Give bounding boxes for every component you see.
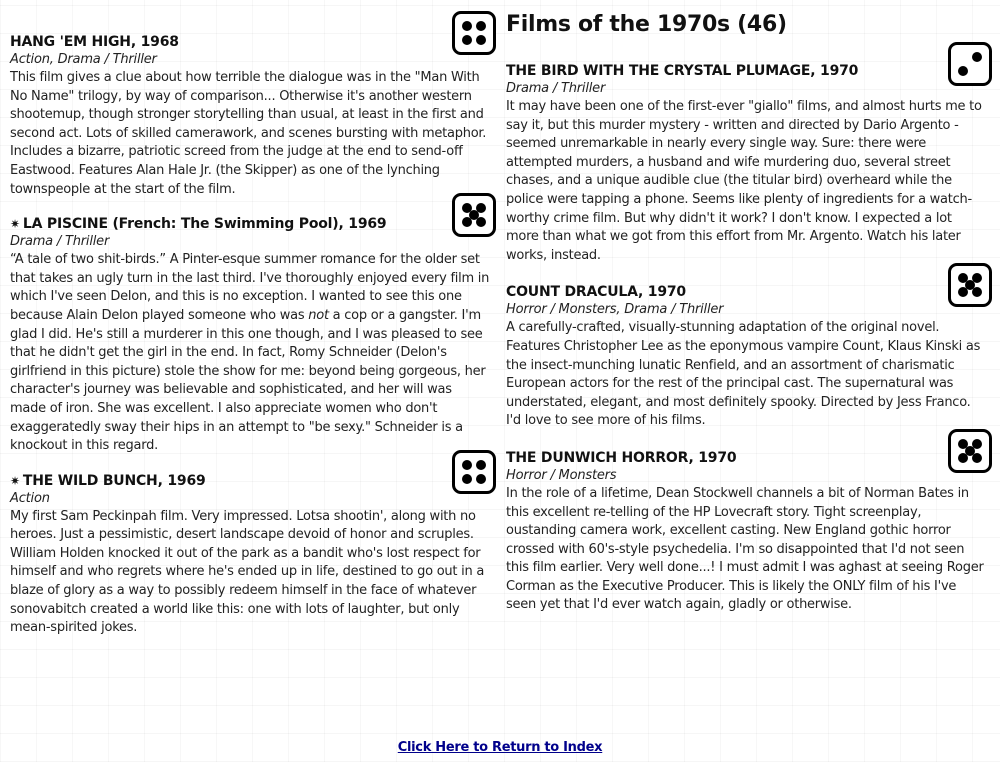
film-entry xyxy=(10,33,490,199)
review-emphasis: not xyxy=(308,307,329,323)
dice-pip xyxy=(972,287,982,297)
dice-pip xyxy=(476,35,486,45)
right-column xyxy=(506,0,986,615)
film-title: COUNT DRACULA, 1970 xyxy=(506,284,686,301)
dice-pip xyxy=(476,460,486,470)
dice-pip xyxy=(972,52,982,62)
left-column xyxy=(10,0,490,638)
film-entry xyxy=(10,215,490,456)
dice-pip xyxy=(462,21,472,31)
dice-rating-icon xyxy=(452,193,496,237)
film-genre: Action, Drama / Thriller xyxy=(10,52,157,67)
dice-pip xyxy=(476,217,486,227)
star-icon: ✷ xyxy=(10,473,20,488)
dice-pip xyxy=(476,21,486,31)
dice-pip xyxy=(958,287,968,297)
film-title: ✷ LA PISCINE (French: The Swimming Pool), 1969 xyxy=(10,216,387,233)
film-title: HANG 'EM HIGH, 1968 xyxy=(10,34,179,50)
film-review: A carefully-crafted, visually-stunning adaptation of the original novel. Features Christopher Lee as the eponymous vampire Count, Klaus Kinski as the insect-munching lunatic Renfield, and an assortment of charismatic European actors for the rest of the principal cast. The supernatural was understated, elegant, and most definitely spooky. Directed by Jess Franco. I'd love to see more of his films. xyxy=(506,320,981,429)
dice-rating-icon xyxy=(948,429,992,473)
film-title: THE DUNWICH HORROR, 1970 xyxy=(506,449,737,466)
film-entry xyxy=(506,449,986,615)
dice-rating-icon xyxy=(948,42,992,86)
film-review: This film gives a clue about how terrible the dialogue was in the "Man With No Name" trilogy, by way of comparison... Otherwise it's another western shootemup, though stronger storytelling than usual, at least in the first and second act. Lots of skilled camerawork, and scenes bursting with metaphor. Includes a bizarre, patriotic screed from the judge at the end to send-off Eastwood. Features Alan Hale Jr. (the Skipper) as one of the lynching townspeople at the start of the film. xyxy=(10,70,487,197)
film-genre: Action xyxy=(10,490,50,506)
dice-pip xyxy=(462,35,472,45)
film-genre: Horror / Monsters xyxy=(506,467,617,483)
film-entry xyxy=(10,472,490,638)
dice-rating-icon xyxy=(452,450,496,494)
film-review: In the role of a lifetime, Dean Stockwell channels a bit of Norman Bates in this excellent re-telling of the HP Lovecraft story. Tight screenplay, oustanding camera work, excellent casting. New England gothic horror crossed with 60's-style psychedelia. I'm so disappointed that I'd not seen this film earlier. Very well done...! I must admit I was aghast at seeing Roger Corman as the Executive Producer. This is likely the ONLY film of his I've seen yet that I'd ever watch again, gladly or otherwise. xyxy=(506,485,984,613)
film-title: THE BIRD WITH THE CRYSTAL PLUMAGE, 1970 xyxy=(506,63,859,79)
dice-pip xyxy=(972,453,982,463)
film-genre: Drama / Thriller xyxy=(10,234,110,250)
page-title: Films of the 1970s (46) xyxy=(506,12,787,37)
dice-pip xyxy=(462,217,472,227)
film-review: “A tale of two shit-birds.” A Pinter-esque summer romance for the older set that takes an ugly turn in the last third. I've thoroughly enjoyed every film in which I've seen Delon, and this is no exception. I wanted to see this one because Alain Delon played someone who was not a cop or a gangster. I'm glad I did. He's still a murderer in this one though, and I was pleased to see that he didn't get the girl in the end. In fact, Romy Schneider (Delon's girlfriend in this picture) stole the show for me: beyond being gorgeous, her character's journey was believable and sophisticated, and her will was made of iron. She was excellent. I also appreciate women who don't exaggeratedly sway their hips in an attempt to "be sexy." Schneider is a knockout in this regard. xyxy=(10,252,490,454)
return-to-index-link[interactable]: Click Here to Return to Index xyxy=(397,740,603,755)
dice-pip xyxy=(462,474,472,484)
film-genre: Drama / Thriller xyxy=(506,81,606,96)
dice-pip xyxy=(958,66,968,76)
star-icon: ✷ xyxy=(10,217,20,232)
film-review: My first Sam Peckinpah film. Very impressed. Lotsa shootin', along with no heroes. Just a pessimistic, desert landscape devoid of honor and scruples. William Holden knocked it out of the park as a bandit who's lost respect for himself and who regrets where he's ended up in life, destined to go out in a blaze of glory as a way to possibly redeem himself in the face of whatever sonovabitch created a world like this: one with lots of laughter, but only mean-spirited jokes. xyxy=(10,508,485,636)
film-entry xyxy=(506,62,986,265)
film-title: ✷ THE WILD BUNCH, 1969 xyxy=(10,472,206,489)
dice-rating-icon xyxy=(948,263,992,307)
film-review: It may have been one of the first-ever "giallo" films, and almost hurts me to say it, but this murder mystery - written and directed by Dario Argento - seemed unremarkable in nearly every single way. Sure: there were attempted murders, a husband and wife murdering duo, several street chases, and a unique audible clue (the titular bird) overheard while the police were tapping a phone. Seems like plenty of ingredients for a watch-worthy crime film. But why didn't it work? I don't know. I expected a lot more than what we got from this effort from Mr. Argento. Watch his later works, instead. xyxy=(506,99,982,263)
footer xyxy=(0,736,1000,755)
dice-pip xyxy=(958,453,968,463)
dice-rating-icon xyxy=(452,11,496,55)
dice-pip xyxy=(476,474,486,484)
film-genre: Horror / Monsters, Drama / Thriller xyxy=(506,302,724,318)
dice-pip xyxy=(462,460,472,470)
film-entry xyxy=(506,283,986,431)
